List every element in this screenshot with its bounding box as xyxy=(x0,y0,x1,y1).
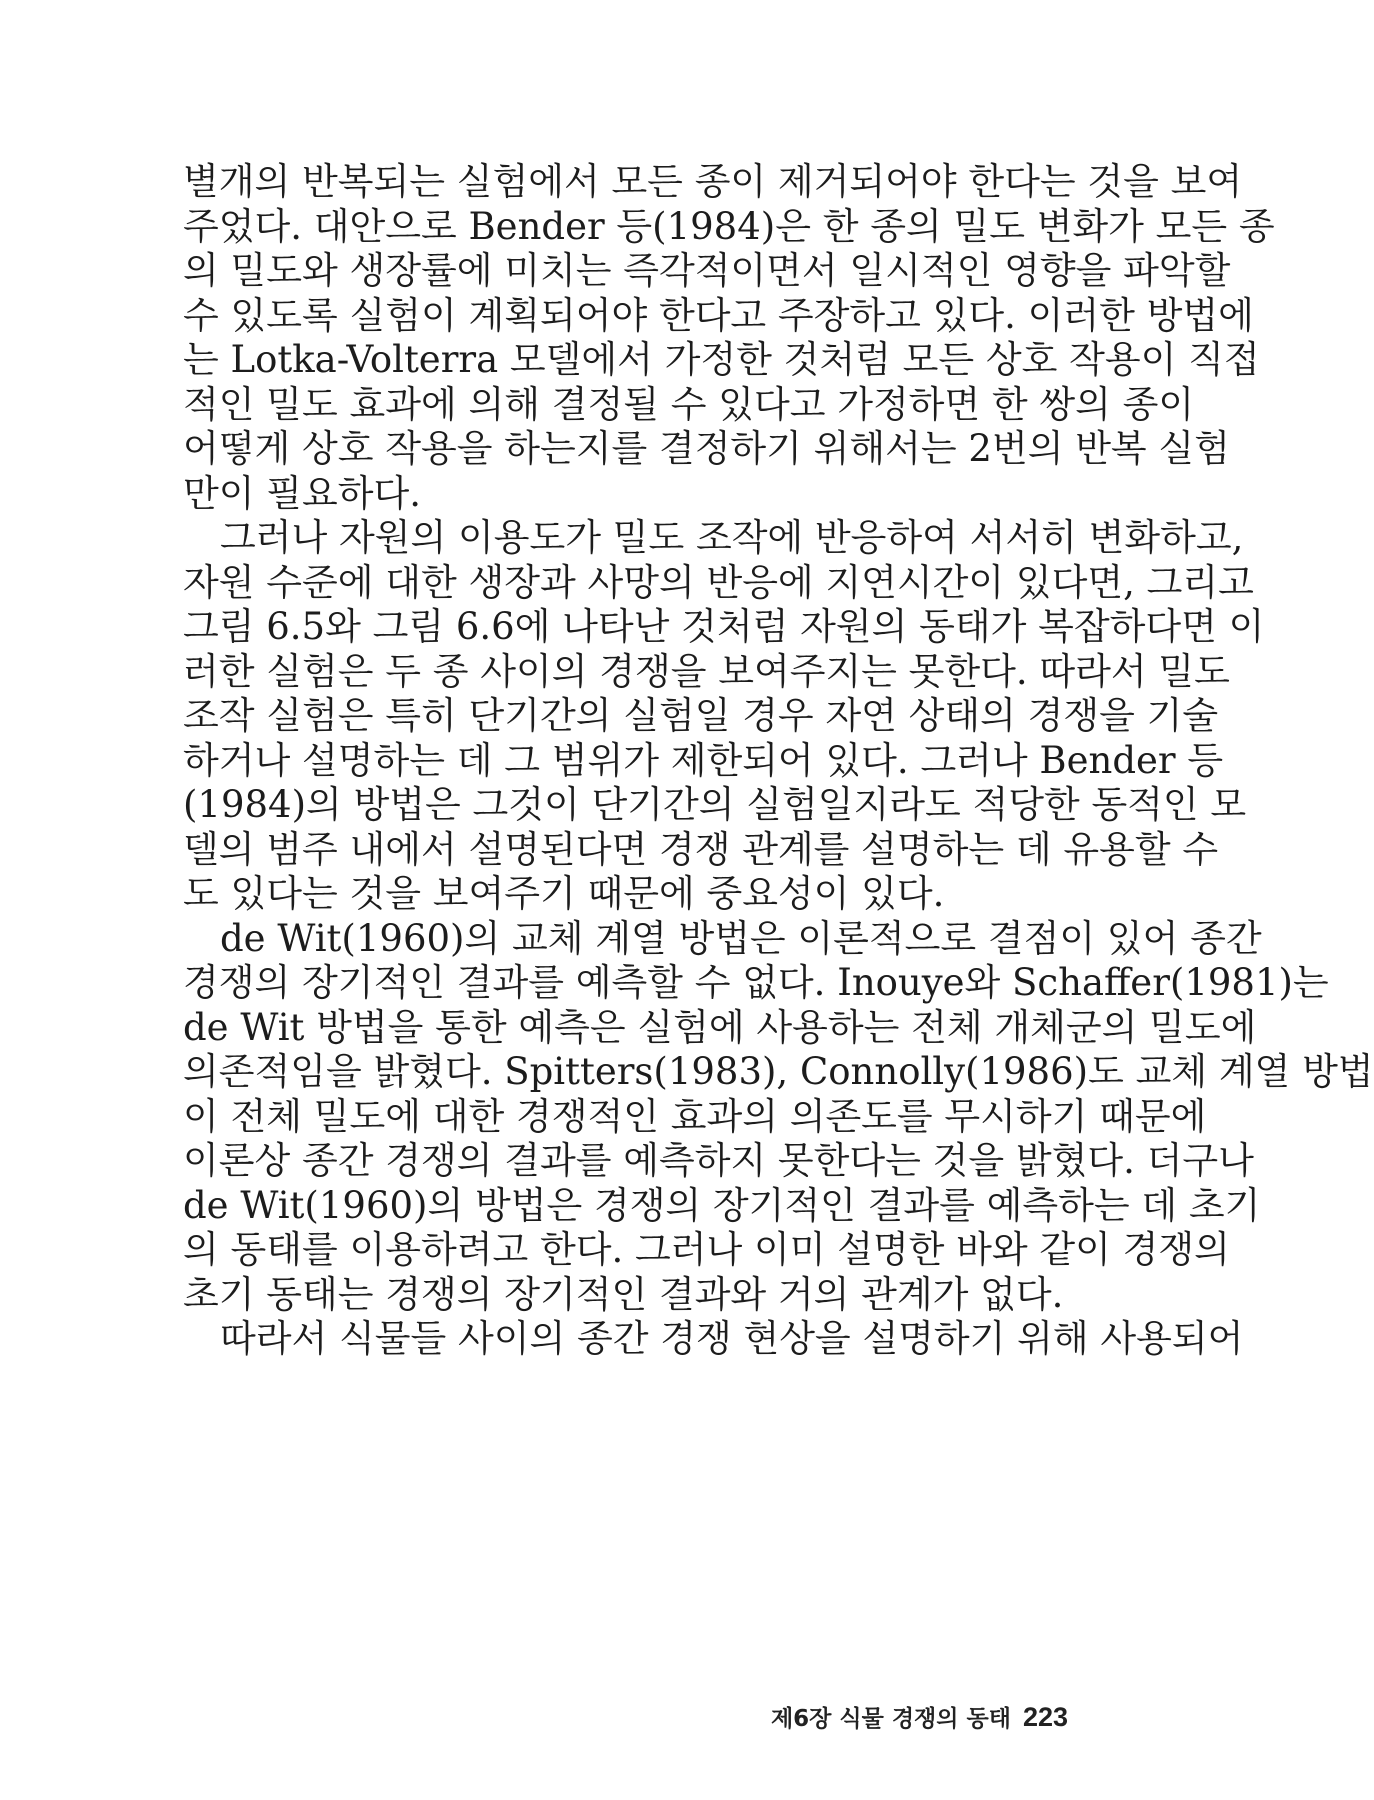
text-line: (1984)의 방법은 그것이 단기간의 실험일지라도 적당한 동적인 모 xyxy=(183,783,1247,826)
text-line: 경쟁의 장기적인 결과를 예측할 수 없다. Inouye와 Schaffer(1981)는 xyxy=(183,961,1329,1004)
text-line: 그림 6.5와 그림 6.6에 나타난 것처럼 자원의 동태가 복잡하다면 이 xyxy=(183,605,1265,648)
text-line: 조작 실험은 특히 단기간의 실험일 경우 자연 상태의 경쟁을 기술 xyxy=(183,694,1219,737)
text-line: de Wit 방법을 통한 예측은 실험에 사용하는 전체 개체군의 밀도에 xyxy=(183,1005,1257,1049)
chapter-title: 제6장 식물 경쟁의 동태 xyxy=(770,1706,1011,1732)
body-text xyxy=(183,160,1374,1362)
text-line: 별개의 반복되는 실험에서 모든 종이 제거되어야 한다는 것을 보여 xyxy=(183,160,1243,203)
text-line: 주었다. 대안으로 Bender 등(1984)은 한 종의 밀도 변화가 모든 종 xyxy=(183,204,1275,248)
text-line: 도 있다는 것을 보여주기 때문에 중요성이 있다. xyxy=(183,872,945,915)
text-line: 의 동태를 이용하려고 한다. 그러나 이미 설명한 바와 같이 경쟁의 xyxy=(183,1228,1230,1271)
text-line: 하거나 설명하는 데 그 범위가 제한되어 있다. 그러나 Bender 등 xyxy=(183,738,1224,782)
text-line: de Wit(1960)의 교체 계열 방법은 이론적으로 결점이 있어 종간 xyxy=(220,916,1262,960)
running-head xyxy=(700,1700,1068,1733)
text-line: 는 Lotka-Volterra 모델에서 가정한 것처럼 모든 상호 작용이 직접 xyxy=(183,338,1260,381)
text-line: 적인 밀도 효과에 의해 결정될 수 있다고 가정하면 한 쌍의 종이 xyxy=(183,382,1195,426)
page-number: 223 xyxy=(1022,1702,1068,1732)
text-line: 의 밀도와 생장률에 미치는 즉각적이면서 일시적인 영향을 파악할 xyxy=(183,249,1231,292)
text-line: 이 전체 밀도에 대한 경쟁적인 효과의 의존도를 무시하기 때문에 xyxy=(183,1094,1207,1138)
text-line: 그러나 자원의 이용도가 밀도 조작에 반응하여 서서히 변화하고, xyxy=(220,516,1244,559)
text-line: 초기 동태는 경쟁의 장기적인 결과와 거의 관계가 없다. xyxy=(183,1272,1064,1316)
text-line: 자원 수준에 대한 생장과 사망의 반응에 지연시간이 있다면, 그리고 xyxy=(183,560,1254,604)
text-line: 따라서 식물들 사이의 종간 경쟁 현상을 설명하기 위해 사용되어 xyxy=(220,1317,1244,1360)
text-line: 수 있도록 실험이 계획되어야 한다고 주장하고 있다. 이러한 방법에 xyxy=(183,293,1254,337)
text-line: 어떻게 상호 작용을 하는지를 결정하기 위해서는 2번의 반복 실험 xyxy=(183,427,1230,470)
text-line: 델의 범주 내에서 설명된다면 경쟁 관계를 설명하는 데 유용할 수 xyxy=(183,827,1219,871)
text-line: 이론상 종간 경쟁의 결과를 예측하지 못한다는 것을 밝혔다. 더구나 xyxy=(183,1139,1254,1182)
text-line: 만이 필요하다. xyxy=(183,471,421,515)
text-line: de Wit(1960)의 방법은 경쟁의 장기적인 결과를 예측하는 데 초기 xyxy=(183,1183,1261,1227)
text-line: 러한 실험은 두 종 사이의 경쟁을 보여주지는 못한다. 따라서 밀도 xyxy=(183,649,1230,693)
text-line: 의존적임을 밝혔다. Spitters(1983), Connolly(1986)도 교체 계열 방법 xyxy=(183,1050,1374,1093)
